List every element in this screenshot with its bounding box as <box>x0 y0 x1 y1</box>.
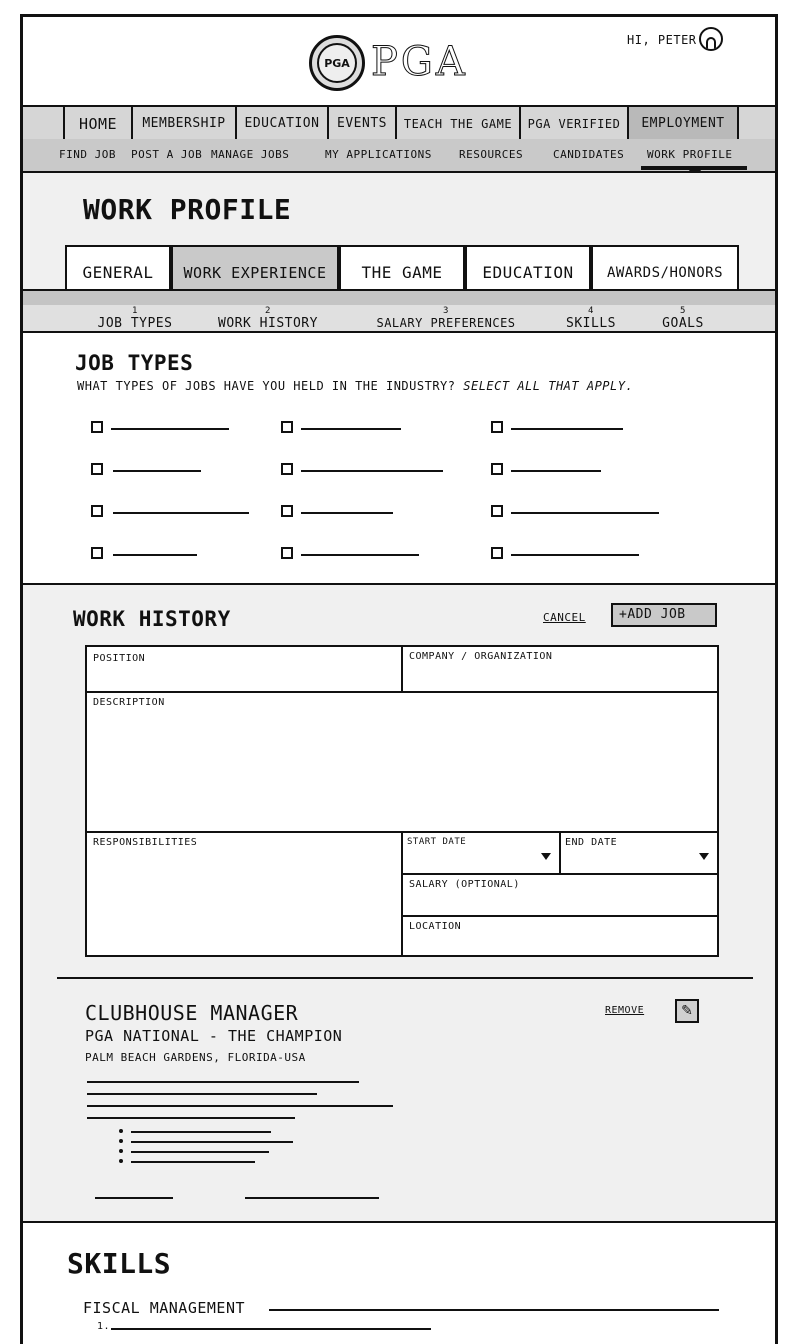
job-type-label-line <box>113 512 249 514</box>
user-avatar-icon[interactable] <box>699 27 723 51</box>
job-types-question: WHAT TYPES OF JOBS HAVE YOU HELD IN THE INDUSTRY? <box>77 379 456 393</box>
page-title: WORK PROFILE <box>83 193 292 226</box>
end-date-dropdown-icon[interactable] <box>699 853 709 860</box>
job-type-label-line <box>511 512 659 514</box>
job-type-label-line <box>301 554 419 556</box>
entry-text-line <box>245 1197 379 1199</box>
entry-bullet-line <box>131 1131 271 1133</box>
tab-the-game[interactable]: THE GAME <box>339 245 465 289</box>
position-input[interactable] <box>87 647 401 691</box>
description-textarea[interactable] <box>87 693 717 831</box>
step-label: SKILLS <box>566 316 616 331</box>
position-label: POSITION <box>93 653 146 664</box>
job-type-checkbox[interactable] <box>281 421 293 433</box>
entry-bullet-line <box>131 1151 269 1153</box>
step-number: 4 <box>588 306 594 316</box>
cancel-link[interactable]: CANCEL <box>543 611 586 624</box>
tab-general[interactable]: GENERAL <box>65 245 171 289</box>
job-type-checkbox[interactable] <box>91 505 103 517</box>
start-date-label: START DATE <box>407 837 467 847</box>
logo-text: PGA <box>371 39 468 85</box>
step-number: 3 <box>443 306 449 316</box>
job-type-label-line <box>301 428 401 430</box>
entry-bullet-line <box>131 1161 255 1163</box>
company-input[interactable] <box>403 647 717 691</box>
skill-line <box>269 1309 719 1311</box>
job-types-prompt <box>77 379 633 393</box>
job-type-label-line <box>301 470 443 472</box>
tab-education[interactable]: EDUCATION <box>465 245 591 289</box>
entry-text-line <box>87 1117 295 1119</box>
skill-name: FISCAL MANAGEMENT <box>83 1299 246 1317</box>
start-date-select[interactable] <box>403 833 559 873</box>
step-label: SALARY PREFERENCES <box>376 316 516 330</box>
step-number: 5 <box>680 306 686 316</box>
step-number: 1 <box>132 306 138 316</box>
entry-text-line <box>87 1105 393 1107</box>
job-type-checkbox[interactable] <box>91 421 103 433</box>
pga-logo-badge-icon <box>309 35 365 91</box>
salary-input[interactable] <box>403 875 717 915</box>
job-type-label-line <box>511 470 601 472</box>
job-type-checkbox[interactable] <box>491 547 503 559</box>
bullet-icon <box>119 1159 123 1163</box>
job-type-checkbox[interactable] <box>491 505 503 517</box>
user-greeting: HI, PETER <box>627 33 697 47</box>
step-label: WORK HISTORY <box>218 316 318 331</box>
location-label: LOCATION <box>409 921 462 932</box>
add-job-button[interactable]: +ADD JOB <box>611 603 717 627</box>
main-nav <box>23 105 775 141</box>
job-type-checkbox[interactable] <box>91 463 103 475</box>
step-number: 2 <box>265 306 271 316</box>
nav-item-education[interactable]: EDUCATION <box>235 107 327 139</box>
subnav-work-profile[interactable]: WORK PROFILE <box>647 148 733 161</box>
job-type-checkbox[interactable] <box>281 547 293 559</box>
employment-sub-nav <box>23 139 775 173</box>
responsibilities-label: RESPONSIBILITIES <box>93 837 198 848</box>
start-date-dropdown-icon[interactable] <box>541 853 551 860</box>
tab-awards-honors[interactable]: AWARDS/HONORS <box>591 245 739 289</box>
job-type-label-line <box>113 554 197 556</box>
job-type-checkbox[interactable] <box>91 547 103 559</box>
job-type-label-line <box>511 428 623 430</box>
job-types-hint: SELECT ALL THAT APPLY. <box>463 379 634 393</box>
tab-work-experience[interactable]: WORK EXPERIENCE <box>171 245 339 289</box>
add-job-form <box>85 645 719 957</box>
job-type-checkbox[interactable] <box>281 463 293 475</box>
entry-location: PALM BEACH GARDENS, FLORIDA-USA <box>85 1051 306 1064</box>
logo-badge-text: PGA <box>324 56 350 70</box>
nav-item-home[interactable]: HOME <box>63 107 131 139</box>
step-skills[interactable] <box>563 307 619 331</box>
nav-item-teach-the-game[interactable]: TEACH THE GAME <box>395 107 519 139</box>
skill-item-number: 1. <box>97 1321 111 1332</box>
subnav-manage-jobs[interactable]: MANAGE JOBS <box>211 148 290 161</box>
step-label: JOB TYPES <box>97 316 173 331</box>
description-label: DESCRIPTION <box>93 697 165 708</box>
entry-text-line <box>87 1093 317 1095</box>
location-input[interactable] <box>403 917 717 955</box>
job-type-label-line <box>511 554 639 556</box>
end-date-label: END DATE <box>565 837 618 848</box>
step-salary-preferences[interactable] <box>371 307 521 330</box>
subnav-candidates[interactable]: CANDIDATES <box>553 148 625 161</box>
entry-title: CLUBHOUSE MANAGER <box>85 1001 299 1025</box>
nav-item-employment[interactable]: EMPLOYMENT <box>627 107 739 139</box>
entry-company: PGA NATIONAL - THE CHAMPION <box>85 1027 343 1045</box>
job-type-checkbox[interactable] <box>491 421 503 433</box>
subnav-post-a-job[interactable]: POST A JOB <box>131 148 203 161</box>
section-divider <box>23 1221 775 1223</box>
bullet-icon <box>119 1139 123 1143</box>
end-date-select[interactable] <box>561 833 717 873</box>
edit-pencil-icon[interactable]: ✎ <box>675 999 699 1023</box>
subnav-my-applications[interactable]: MY APPLICATIONS <box>325 148 432 161</box>
bullet-icon <box>119 1129 123 1133</box>
nav-item-events[interactable]: EVENTS <box>327 107 395 139</box>
entry-text-line <box>95 1197 173 1199</box>
step-label: GOALS <box>662 316 704 331</box>
work-history-title: WORK HISTORY <box>73 607 231 631</box>
company-label: COMPANY / ORGANIZATION <box>409 651 553 662</box>
job-types-title: JOB TYPES <box>75 351 194 375</box>
step-work-history[interactable] <box>213 307 323 331</box>
step-job-types[interactable] <box>87 307 183 331</box>
subnav-find-job[interactable]: FIND JOB <box>59 148 116 161</box>
skill-item-line <box>111 1328 431 1330</box>
job-type-label-line <box>111 428 229 430</box>
responsibilities-textarea[interactable] <box>87 833 401 955</box>
salary-label: SALARY (OPTIONAL) <box>409 879 520 890</box>
page-frame <box>20 14 778 1344</box>
job-type-label-line <box>113 470 201 472</box>
subnav-resources[interactable]: RESOURCES <box>459 148 524 161</box>
remove-link[interactable]: REMOVE <box>605 1005 645 1016</box>
job-type-checkbox[interactable] <box>281 505 293 517</box>
entry-text-line <box>87 1081 359 1083</box>
skills-title: SKILLS <box>67 1247 172 1280</box>
entry-bullet-line <box>131 1141 293 1143</box>
pga-logo[interactable] <box>309 35 365 91</box>
job-type-checkbox[interactable] <box>491 463 503 475</box>
job-type-label-line <box>301 512 393 514</box>
nav-item-pga-verified[interactable]: PGA VERIFIED <box>519 107 627 139</box>
step-goals[interactable] <box>653 307 713 331</box>
bullet-icon <box>119 1149 123 1153</box>
entry-divider <box>57 977 753 979</box>
nav-item-membership[interactable]: MEMBERSHIP <box>131 107 235 139</box>
